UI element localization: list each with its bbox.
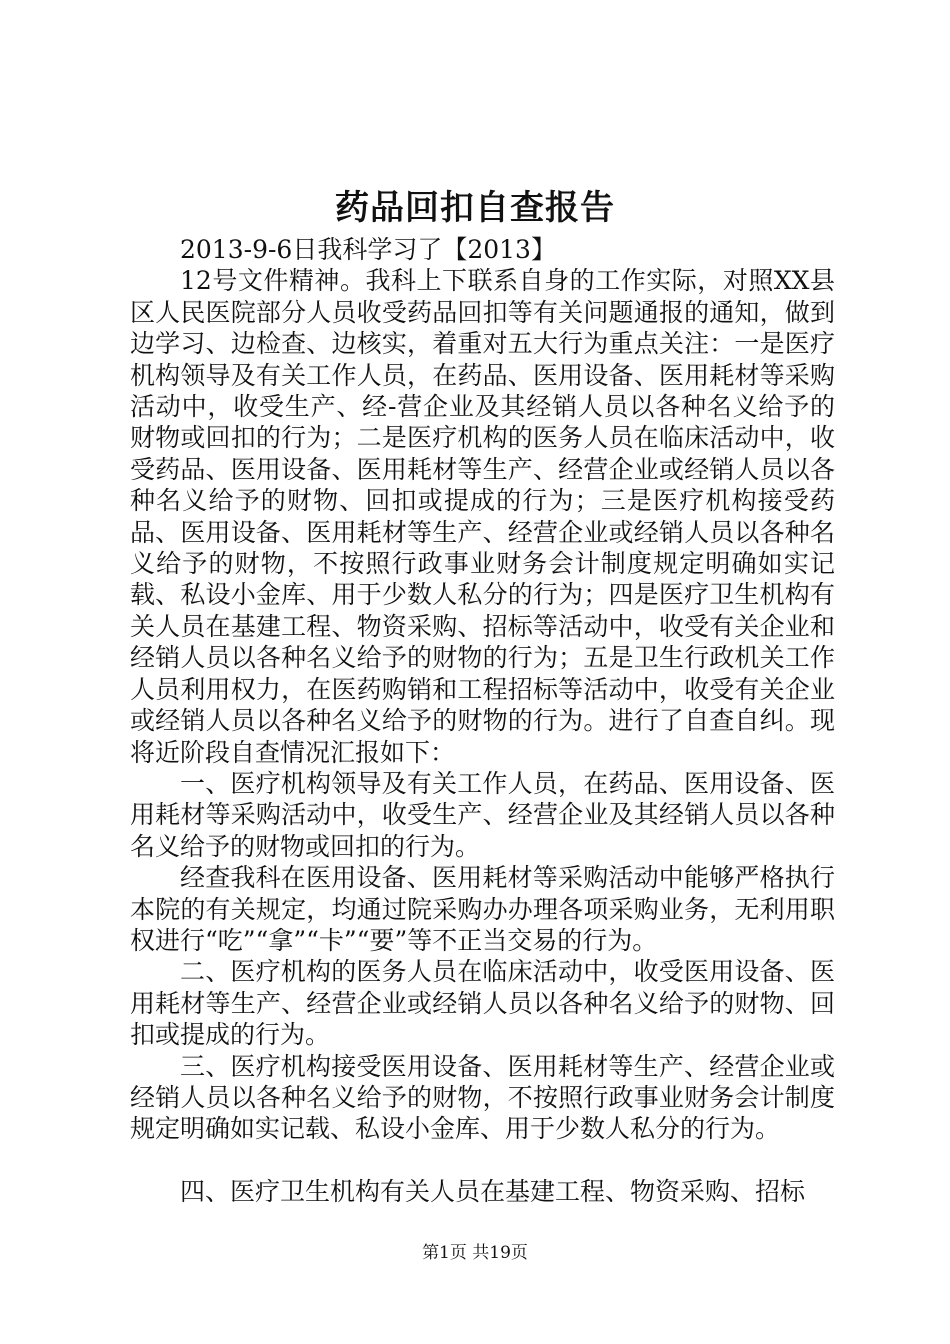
section-four-heading: 四、医疗卫生机构有关人员在基建工程、物资采购、招标	[180, 1176, 806, 1206]
section-two-heading: 二、医疗机构的医务人员在临床活动中，收受医用设备、医用耗材等生产、经营企业或经销人员以各种名义给予的财物、回扣或提成的行为。	[130, 957, 835, 1050]
page-number-footer: 第1页 共19页	[422, 1243, 528, 1263]
intro-paragraph: 12号文件精神。我科上下联系自身的工作实际，对照XX县区人民医院部分人员收受药品回扣等有关问题通报的通知，做到边学习、边检查、边核实，着重对五大行为重点关注：一是医疗机构领导及有关工作人员，在药品、医用设备、医用耗材等采购活动中，收受生产、经-营企业及其经销人员以各种名义给予的财物或回扣的行为；二是医疗机构的医务人员在临床活动中，收受药品、医用设备、医用耗材等生产、经营企业或经销人员以各种名义给予的财物、回扣或提成的行为；三是医疗机构接受药品、医用设备、医用耗材等生产、经营企业或经销人员以各种名义给予的财物，不按照行政事业财务会计制度规定明确如实记载、私设小金库、用于少数人私分的行为；四是医疗卫生机构有关人员在基建工程、物资采购、招标等活动中，收受有关企业和经销人员以各种名义给予的财物的行为；五是卫生行政机关工作人员利用权力，在医药购销和工程招标等活动中，收受有关企业或经销人员以各种名义给予的财物的行为。进行了自查自纠。现将近阶段自查情况汇报如下：	[130, 266, 835, 767]
date-line: 2013-9-6日我科学习了【2013】	[180, 235, 556, 264]
document-title: 药品回扣自查报告	[335, 188, 615, 228]
paragraph-gap	[130, 1145, 835, 1176]
section-three-heading: 三、医疗机构接受医用设备、医用耗材等生产、经营企业或经销人员以各种名义给予的财物，不按照行政事业财务会计制度规定明确如实记载、私设小金库、用于少数人私分的行为。	[130, 1051, 835, 1144]
document-body	[130, 234, 835, 1207]
section-one-finding: 经查我科在医用设备、医用耗材等采购活动中能够严格执行本院的有关规定，均通过院采购办办理各项采购业务，无利用职权进行“吃”“拿”“卡”“要”等不正当交易的行为。	[130, 863, 835, 955]
section-one-heading: 一、医疗机构领导及有关工作人员，在药品、医用设备、医用耗材等采购活动中，收受生产、经营企业及其经销人员以各种名义给予的财物或回扣的行为。	[130, 768, 835, 861]
